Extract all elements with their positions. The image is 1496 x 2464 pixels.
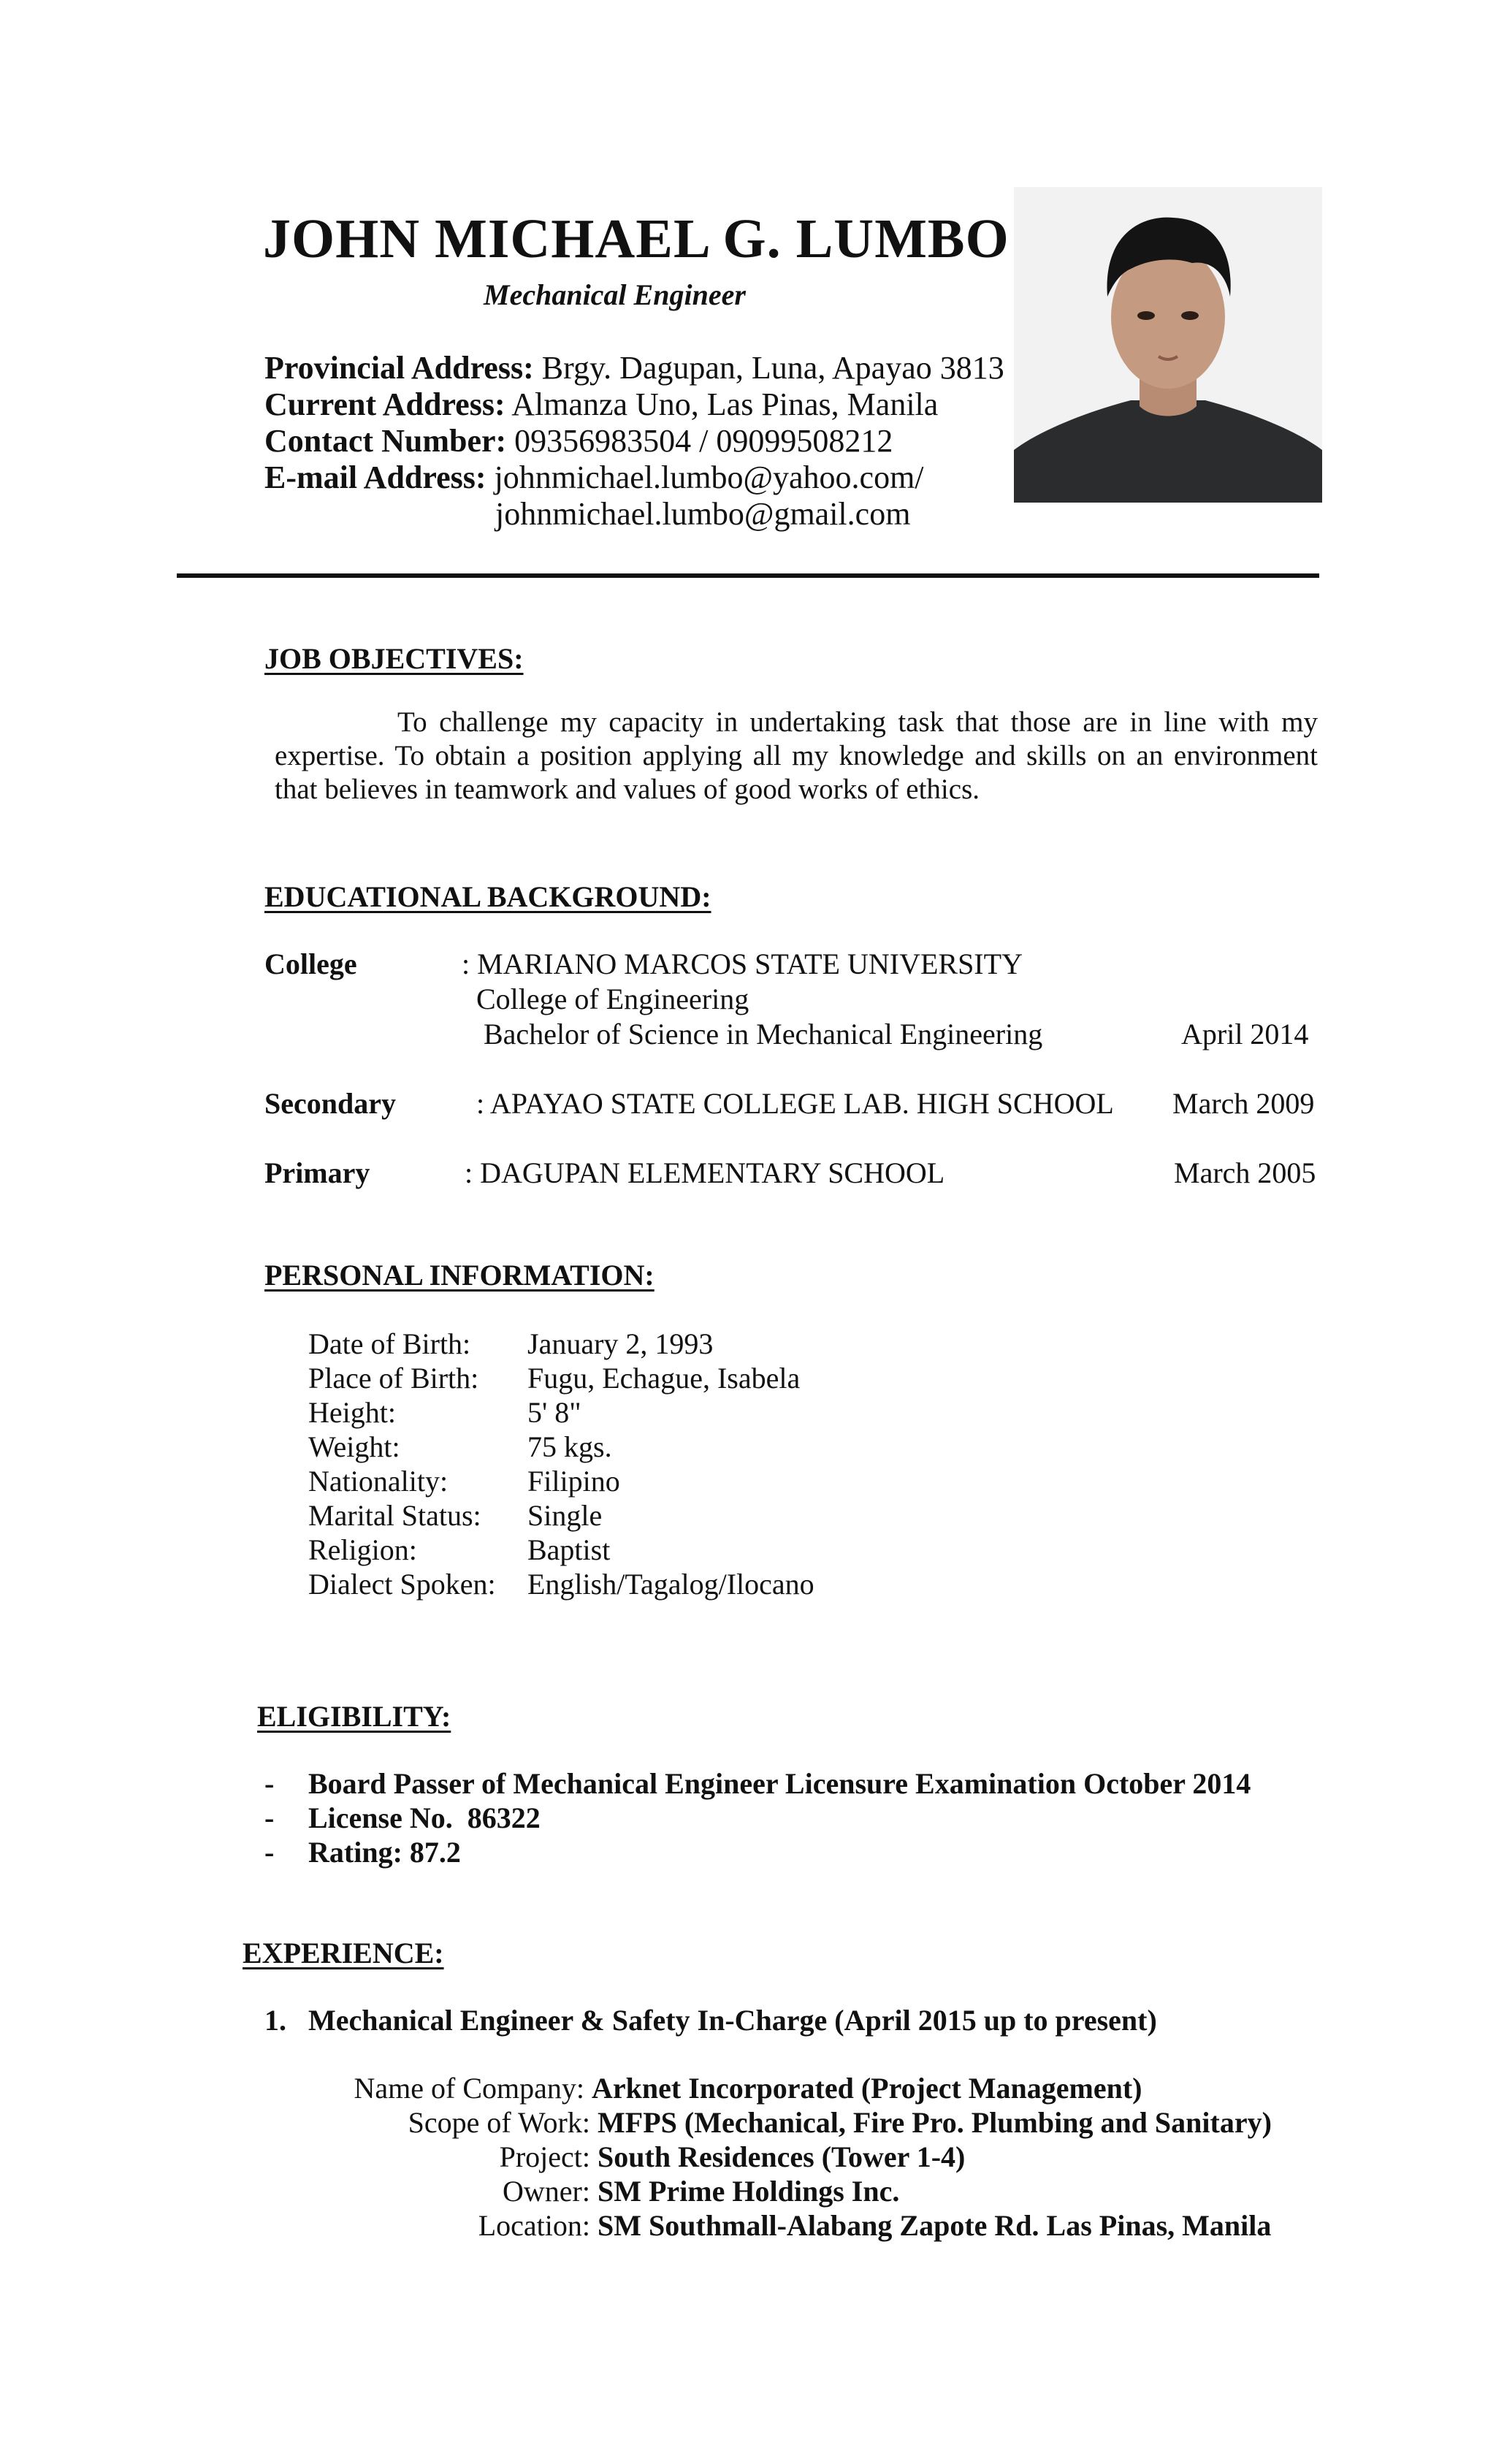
job-detail-value: SM Southmall-Alabang Zapote Rd. Las Pinas, Manila (598, 2209, 1272, 2242)
contact-number-label: Contact Number: (264, 423, 507, 459)
header-divider (177, 573, 1319, 578)
personal-info-label: Religion: (308, 1533, 417, 1566)
eligibility-heading: ELIGIBILITY: (257, 1700, 451, 1733)
applicant-title: Mechanical Engineer (484, 278, 746, 311)
job-detail-value: MFPS (Mechanical, Fire Pro. Plumbing and Sanitary) (598, 2106, 1272, 2139)
personal-info-value: English/Tagalog/Ilocano (527, 1568, 814, 1601)
job-detail-label: Name of Company: (354, 2072, 584, 2105)
job-number: 1. (264, 2004, 286, 2037)
eligibility-bullet: - (264, 1836, 275, 1869)
college-label: College (264, 947, 357, 980)
provincial-address-value: Brgy. Dagupan, Luna, Apayao 3813 (541, 350, 1004, 386)
college-school: : MARIANO MARCOS STATE UNIVERSITY (462, 947, 1023, 980)
job-detail-value: South Residences (Tower 1-4) (598, 2140, 966, 2173)
job-detail-label: Owner: (503, 2175, 590, 2208)
job-detail-value: SM Prime Holdings Inc. (598, 2175, 900, 2208)
personal-info-value: Single (527, 1499, 603, 1532)
personal-info-value: Filipino (527, 1465, 620, 1498)
secondary-date: March 2009 (1172, 1087, 1315, 1120)
personal-info-value: 75 kgs. (527, 1430, 612, 1463)
secondary-label: Secondary (264, 1087, 396, 1120)
personal-info-label: Marital Status: (308, 1499, 481, 1532)
personal-info-value: 5' 8" (527, 1396, 581, 1429)
job-detail-label: Location: (478, 2209, 590, 2242)
current-address (264, 386, 938, 423)
email-address (264, 459, 924, 496)
job-title: Mechanical Engineer & Safety In-Charge (April 2015 up to present) (308, 2004, 1157, 2037)
personal-info-label: Height: (308, 1396, 396, 1429)
eligibility-bullet: - (264, 1801, 275, 1834)
applicant-name: JOHN MICHAEL G. LUMBO (263, 208, 1010, 270)
provincial-address-label: Provincial Address: (264, 350, 534, 386)
job-detail-label: Scope of Work: (408, 2106, 590, 2139)
current-address-label: Current Address: (264, 386, 505, 422)
education-heading: EDUCATIONAL BACKGROUND: (264, 880, 711, 913)
eligibility-item: Rating: 87.2 (308, 1836, 461, 1869)
eligibility-item: License No. 86322 (308, 1801, 541, 1834)
experience-heading: EXPERIENCE: (243, 1937, 444, 1969)
secondary-school: : APAYAO STATE COLLEGE LAB. HIGH SCHOOL (476, 1087, 1114, 1120)
objectives-heading: JOB OBJECTIVES: (264, 642, 524, 675)
eligibility-bullet: - (264, 1767, 275, 1800)
personal-info-label: Weight: (308, 1430, 400, 1463)
college-date: April 2014 (1181, 1018, 1309, 1050)
contact-number (264, 422, 893, 459)
eligibility-item: Board Passer of Mechanical Engineer Licensure Examination October 2014 (308, 1767, 1251, 1800)
personal-info-value: Fugu, Echague, Isabela (527, 1362, 801, 1395)
personal-info-label: Nationality: (308, 1465, 449, 1498)
email-address-value-1: johnmichael.lumbo@yahoo.com/ (494, 459, 924, 495)
job-detail-value: Arknet Incorporated (Project Management) (592, 2072, 1142, 2105)
college-department: College of Engineering (476, 983, 749, 1015)
job-detail-label: Project: (499, 2140, 590, 2173)
personal-info-value: Baptist (527, 1533, 611, 1566)
primary-date: March 2005 (1174, 1156, 1316, 1189)
profile-photo (1014, 187, 1322, 503)
email-address-value-2: johnmichael.lumbo@gmail.com (495, 496, 911, 532)
personal-info-heading: PERSONAL INFORMATION: (264, 1259, 654, 1292)
primary-school: : DAGUPAN ELEMENTARY SCHOOL (465, 1156, 945, 1189)
objectives-text: To challenge my capacity in undertaking task that those are in line with my expertise. To obtain a position applying all my knowledge and skills on an environment that believes in teamwork and values of good works of ethics. (275, 706, 1318, 805)
college-degree: Bachelor of Science in Mechanical Engineering (484, 1018, 1043, 1050)
current-address-value: Almanza Uno, Las Pinas, Manila (511, 386, 939, 422)
email-address-label: E-mail Address: (264, 459, 486, 495)
primary-label: Primary (264, 1156, 370, 1189)
personal-info-label: Dialect Spoken: (308, 1568, 496, 1601)
personal-info-label: Date of Birth: (308, 1327, 471, 1360)
personal-info-value: January 2, 1993 (527, 1327, 714, 1360)
contact-number-value: 09356983504 / 09099508212 (514, 423, 893, 459)
provincial-address (264, 349, 1004, 386)
personal-info-label: Place of Birth: (308, 1362, 479, 1395)
